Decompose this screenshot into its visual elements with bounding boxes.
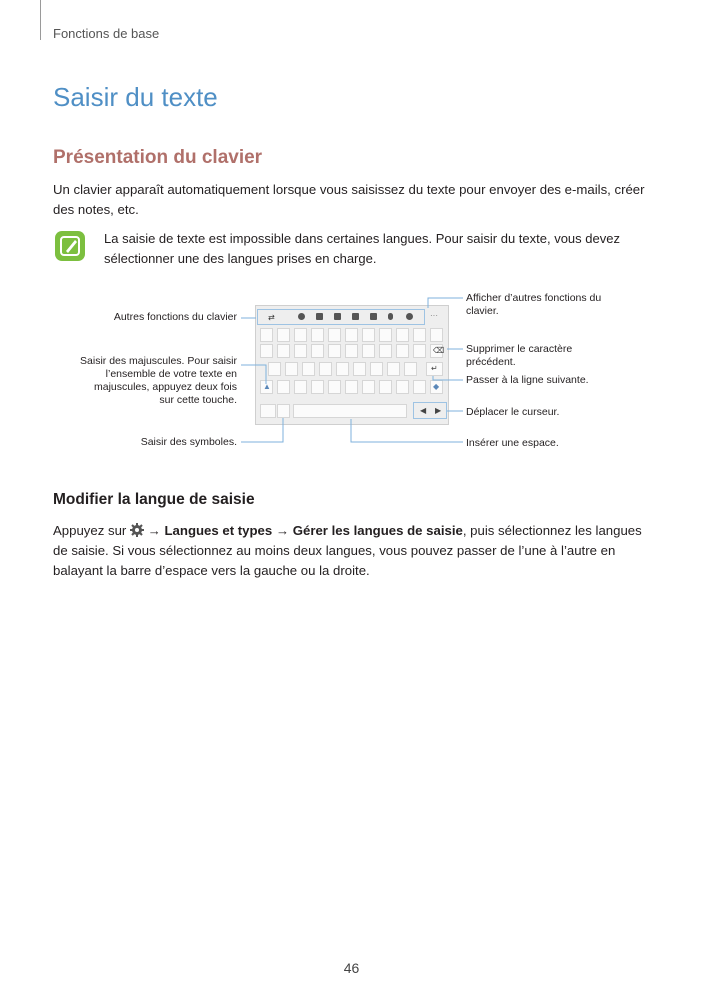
- callout-caps-line-1: Saisir des majuscules. Pour saisir: [80, 355, 237, 367]
- language-line-2: de saisie. Si vous sélectionnez au moins deux langues, vous pouvez passer de l’une à l’autre en: [53, 543, 616, 558]
- callout-show-more: [466, 292, 646, 318]
- language-line-3: balayant la barre d’espace vers la gauche ou la droite.: [53, 563, 370, 578]
- language-paragraph: [53, 521, 653, 581]
- section-heading-keyboard: Présentation du clavier: [53, 147, 263, 168]
- cursor-left-icon: ◀: [420, 406, 427, 415]
- intro-line-2: des notes, etc.: [53, 202, 139, 217]
- callout-caps-line-3: majuscules, appuyez deux fois: [94, 381, 237, 393]
- shift-key: ▲: [260, 380, 273, 394]
- callout-caps: [60, 355, 237, 407]
- callout-symbols: Saisir des symboles.: [140, 436, 237, 448]
- arrow-2: →: [272, 523, 293, 538]
- note-line-1: La saisie de texte est impossible dans certaines langues. Pour saisir du texte, vous devez: [104, 231, 620, 246]
- enter-key: ↵: [426, 362, 443, 376]
- page-number: 46: [343, 960, 360, 976]
- callout-caps-line-2: l’ensemble de votre texte en: [105, 368, 237, 380]
- note-line-2: sélectionner une des langues prises en charge.: [104, 251, 377, 266]
- callout-delete: [466, 343, 646, 369]
- section-heading-language: Modifier la langue de saisie: [53, 491, 255, 508]
- key: ◆: [430, 380, 443, 394]
- running-header: Fonctions de base: [53, 26, 160, 41]
- callout-cursor: Déplacer le curseur.: [466, 406, 560, 418]
- instruction-suffix: , puis sélectionnez les langues: [462, 523, 642, 538]
- callout-show-more-line-2: clavier.: [466, 305, 499, 317]
- page-title: Saisir du texte: [53, 82, 218, 112]
- menu-path-languages: Langues et types: [164, 523, 273, 538]
- callout-delete-line-1: Supprimer le caractère: [466, 343, 573, 355]
- callout-delete-line-2: précédent.: [466, 356, 516, 368]
- language-line-1: [53, 521, 653, 541]
- cursor-right-icon: ▶: [435, 406, 442, 415]
- more-options-icon: ···: [430, 311, 438, 320]
- callout-more-functions: Autres fonctions du clavier: [113, 311, 237, 323]
- callout-newline: Passer à la ligne suivante.: [466, 374, 589, 386]
- backspace-key: ⌫: [430, 344, 443, 358]
- menu-path-manage-languages: Gérer les langues de saisie: [292, 523, 463, 538]
- intro-line-1: Un clavier apparaît automatiquement lorsque vous saisissez du texte pour envoyer des e-mails, créer: [53, 182, 645, 197]
- callout-space: Insérer une espace.: [466, 437, 559, 449]
- arrow-1: →: [143, 523, 165, 538]
- instruction-prefix: Appuyez sur: [53, 523, 127, 538]
- toolbar-expand-icon: ⇄: [268, 313, 275, 322]
- settings-gear-icon: [130, 523, 144, 537]
- callout-caps-line-4: sur cette touche.: [159, 394, 237, 406]
- callout-show-more-line-1: Afficher d’autres fonctions du: [466, 292, 602, 304]
